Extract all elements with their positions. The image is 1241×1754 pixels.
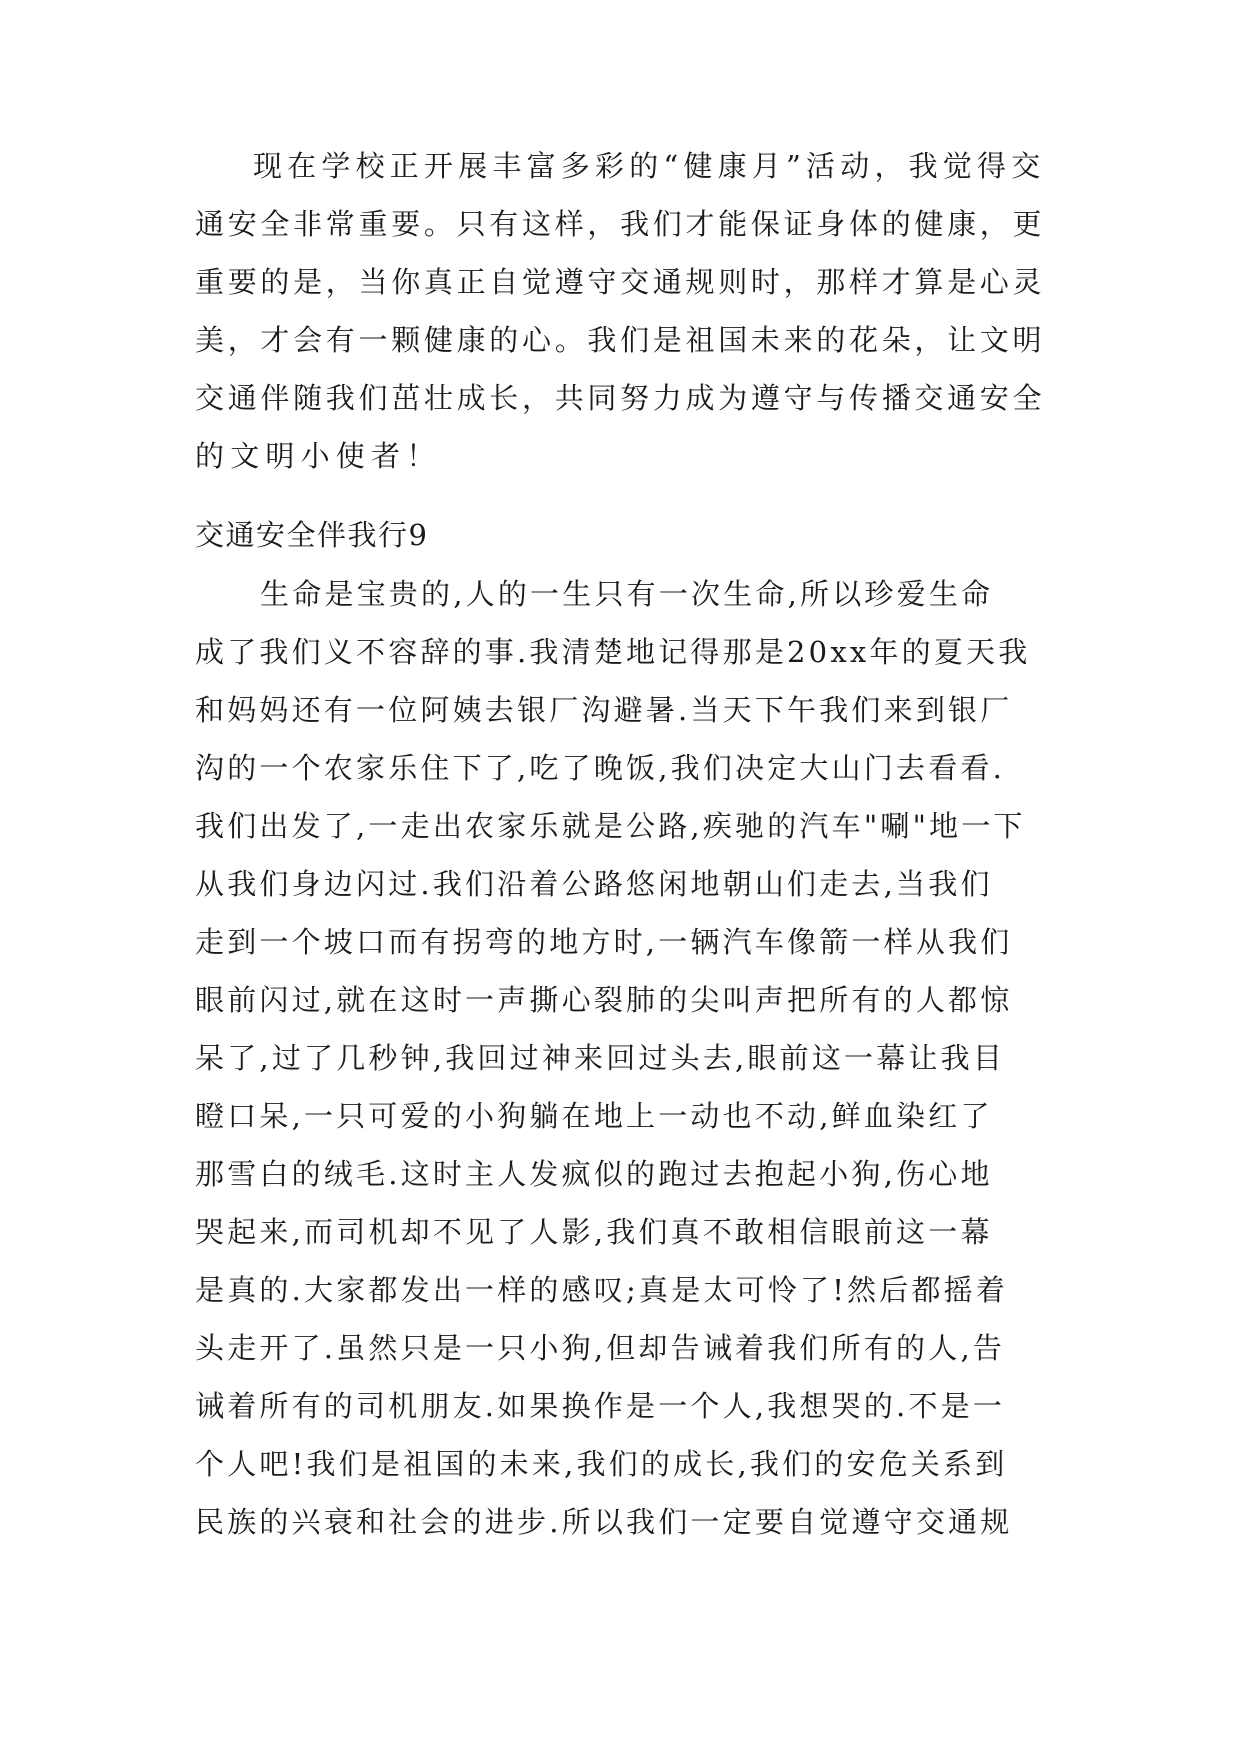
paragraph-line: 我们出发了,一走出农家乐就是公路,疾驰的汽车"唰"地一下 bbox=[195, 809, 1026, 843]
paragraph-line: 诫着所有的司机朋友.如果换作是一个人,我想哭的.不是一 bbox=[195, 1389, 1006, 1423]
paragraph-line: 呆了,过了几秒钟,我回过神来回过头去,眼前这一幕让我目 bbox=[195, 1041, 1006, 1075]
paragraph-line: 的文明小使者！ bbox=[195, 439, 442, 473]
paragraph-line: 和妈妈还有一位阿姨去银厂沟避暑.当天下午我们来到银厂 bbox=[195, 693, 1013, 727]
paragraph-line: 沟的一个农家乐住下了,吃了晚饭,我们决定大山门去看看. bbox=[195, 751, 1006, 785]
paragraph-line: 美，才会有一颗健康的心。我们是祖国未来的花朵，让文明 bbox=[195, 323, 1046, 357]
section-title: 交通安全伴我行9 bbox=[195, 518, 429, 552]
paragraph-line: 交通伴随我们茁壮成长，共同努力成为遵守与传播交通安全 bbox=[195, 381, 1046, 415]
paragraph-line: 个人吧!我们是祖国的未来,我们的成长,我们的安危关系到 bbox=[195, 1447, 1008, 1481]
paragraph-line: 走到一个坡口而有拐弯的地方时,一辆汽车像箭一样从我们 bbox=[195, 925, 1013, 959]
paragraph-line: 成了我们义不容辞的事.我清楚地记得那是20xx年的夏天我 bbox=[195, 635, 1031, 669]
paragraph-line: 那雪白的绒毛.这时主人发疯似的跑过去抱起小狗,伤心地 bbox=[195, 1157, 993, 1191]
paragraph-1 bbox=[195, 137, 1055, 485]
paragraph-line: 哭起来,而司机却不见了人影,我们真不敢相信眼前这一幕 bbox=[195, 1215, 993, 1249]
paragraph-line: 通安全非常重要。只有这样，我们才能保证身体的健康，更 bbox=[195, 207, 1046, 241]
paragraph-line: 民族的兴衰和社会的进步.所以我们一定要自觉遵守交通规 bbox=[195, 1505, 1013, 1539]
paragraph-line: 现在学校正开展丰富多彩的“健康月”活动，我觉得交 bbox=[253, 149, 1046, 183]
paragraph-2 bbox=[195, 565, 1055, 1551]
paragraph-line: 重要的是，当你真正自觉遵守交通规则时，那样才算是心灵 bbox=[195, 265, 1046, 299]
paragraph-line: 头走开了.虽然只是一只小狗,但却告诫着我们所有的人,告 bbox=[195, 1331, 1006, 1365]
section-title-block bbox=[195, 506, 1055, 564]
paragraph-line: 是真的.大家都发出一样的感叹;真是太可怜了!然后都摇着 bbox=[195, 1273, 1009, 1307]
paragraph-line: 瞪口呆,一只可爱的小狗躺在地上一动也不动,鲜血染红了 bbox=[195, 1099, 993, 1133]
paragraph-line: 眼前闪过,就在这时一声撕心裂肺的尖叫声把所有的人都惊 bbox=[195, 983, 1013, 1017]
paragraph-line: 从我们身边闪过.我们沿着公路悠闲地朝山们走去,当我们 bbox=[195, 867, 993, 901]
paragraph-line: 生命是宝贵的,人的一生只有一次生命,所以珍爱生命 bbox=[260, 577, 994, 611]
